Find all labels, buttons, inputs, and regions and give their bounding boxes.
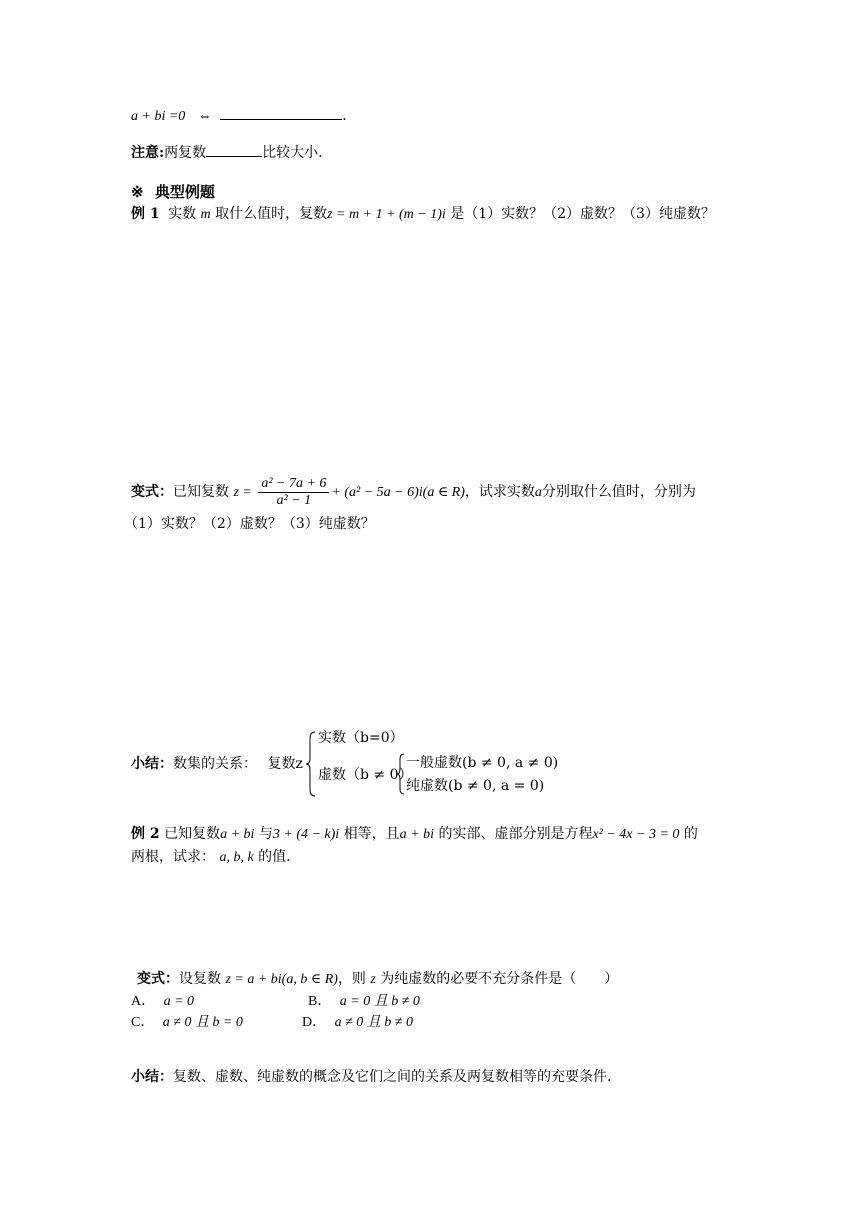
- option-b-key: B．: [308, 994, 332, 1009]
- example-2-formula-3: a + bi: [399, 827, 434, 842]
- option-b-text: a = 0 且 b ≠ 0: [339, 994, 420, 1009]
- example-2-formula-1: a + bi: [220, 827, 255, 842]
- example-2-line-1: [131, 825, 698, 844]
- option-b[interactable]: [308, 992, 420, 1011]
- summary-1-line: [131, 755, 303, 773]
- example-2-text-5: 的: [683, 826, 698, 842]
- fraction-denominator: a² − 1: [276, 492, 312, 508]
- imaginary-number-label: 虚数（b ≠ 0）: [318, 767, 413, 783]
- variant-1-formula-rest: + (a² − 5a − 6)i(a ∈ R): [331, 485, 465, 500]
- option-d-text: a ≠ 0 且 b ≠ 0: [334, 1015, 413, 1030]
- note-post: 比较大小.: [262, 145, 323, 161]
- variant-1-var-a: a: [534, 485, 542, 500]
- example-2-text-7: 的值.: [258, 849, 291, 865]
- variant-2-text-2: ，则: [337, 971, 366, 987]
- summary-2-text: 复数、虚数、纯虚数的概念及它们之间的关系及两复数相等的充要条件.: [173, 1069, 612, 1085]
- note-pre: 两复数: [164, 145, 207, 161]
- real-number-label: 实数（b=0）: [318, 730, 404, 746]
- example-2-line-2: [131, 848, 291, 867]
- option-a-key: A．: [131, 994, 156, 1009]
- section-heading: [131, 183, 215, 201]
- option-a[interactable]: [131, 992, 194, 1011]
- example-1-text-3: 是（1）实数？（2）虚数？（3）纯虚数？: [450, 206, 715, 222]
- variant-2-text-1: 设复数: [179, 971, 221, 987]
- answer-blank[interactable]: [220, 106, 342, 120]
- example-2-text-6: 两根，试求：: [131, 849, 215, 865]
- example-2-label: 例 2: [131, 826, 160, 842]
- variant-1-text-2: ，试求实数: [464, 484, 535, 500]
- outer-brace: [305, 730, 317, 798]
- general-imaginary-label: 一般虚数(b ≠ 0, a ≠ 0): [406, 755, 559, 771]
- section-title: 典型例题: [154, 183, 215, 201]
- option-d[interactable]: [302, 1013, 413, 1032]
- inner-brace: [396, 752, 406, 796]
- example-2-formula-2: 3 + (4 − k)i: [272, 827, 340, 842]
- example-1-text-1: 实数: [168, 206, 197, 222]
- variant-1-text-3: 分别取什么值时，分别为: [541, 484, 696, 500]
- example-2-text-2: 与: [258, 826, 273, 842]
- summary-1-label: 小结：: [131, 756, 173, 772]
- variant-2-line: [137, 970, 618, 989]
- section-symbol: ※: [131, 183, 144, 201]
- complex-z-label: 复数z: [267, 756, 303, 772]
- fraction-numerator: a² − 7a + 6: [258, 476, 329, 493]
- summary-1-text: 数集的关系：: [173, 756, 257, 772]
- option-a-text: a = 0: [163, 994, 195, 1009]
- condition-period: .: [342, 108, 347, 124]
- condition-lhs: a + bi =0: [131, 109, 186, 124]
- variant-2-formula: z = a + bi(a, b ∈ R): [225, 972, 338, 987]
- variant-1-line-2: （1）实数？（2）虚数？（3）纯虚数？: [124, 516, 375, 532]
- example-2-text-1: 已知复数: [164, 826, 221, 842]
- example-2-text-4: 的实部、虚部分别是方程: [438, 826, 593, 842]
- summary-2-label: 小结：: [131, 1069, 173, 1085]
- example-2-text-3: 相等，且: [343, 826, 400, 842]
- variant-1-z: z =: [233, 485, 252, 500]
- pure-imaginary-label: 纯虚数(b ≠ 0, a = 0): [406, 778, 545, 794]
- equivalence-arrow: ⇔: [197, 109, 212, 124]
- example-2-vars: a, b, k: [219, 850, 254, 865]
- example-2-equation: x² − 4x − 3 = 0: [592, 827, 680, 842]
- variant-1-label: 变式：: [131, 484, 173, 500]
- example-1-var-m: m: [200, 207, 211, 222]
- variant-1-text-1: 已知复数: [173, 484, 229, 500]
- summary-2-line: [131, 1068, 611, 1086]
- variant-1-line-1: [131, 474, 696, 510]
- variant-2-text-3: 为纯虚数的必要不充分条件是（ ）: [380, 971, 619, 987]
- note-blank[interactable]: [206, 143, 262, 157]
- condition-line: [131, 106, 347, 126]
- example-1-formula: z = m + 1 + (m − 1)i: [327, 207, 446, 222]
- note-line: [131, 143, 323, 162]
- option-c-key: C．: [131, 1015, 155, 1030]
- option-c-text: a ≠ 0 且 b = 0: [162, 1015, 243, 1030]
- variant-2-label: 变式：: [137, 971, 179, 987]
- example-1-text-2: 取什么值时，复数: [215, 206, 328, 222]
- example-1: [131, 205, 715, 224]
- example-1-label: 例 1: [131, 206, 160, 222]
- variant-1-fraction: [258, 476, 329, 509]
- option-c[interactable]: [131, 1013, 243, 1032]
- note-label: 注意:: [131, 145, 165, 161]
- option-d-key: D．: [302, 1015, 327, 1030]
- variant-2-var-z: z: [370, 972, 376, 987]
